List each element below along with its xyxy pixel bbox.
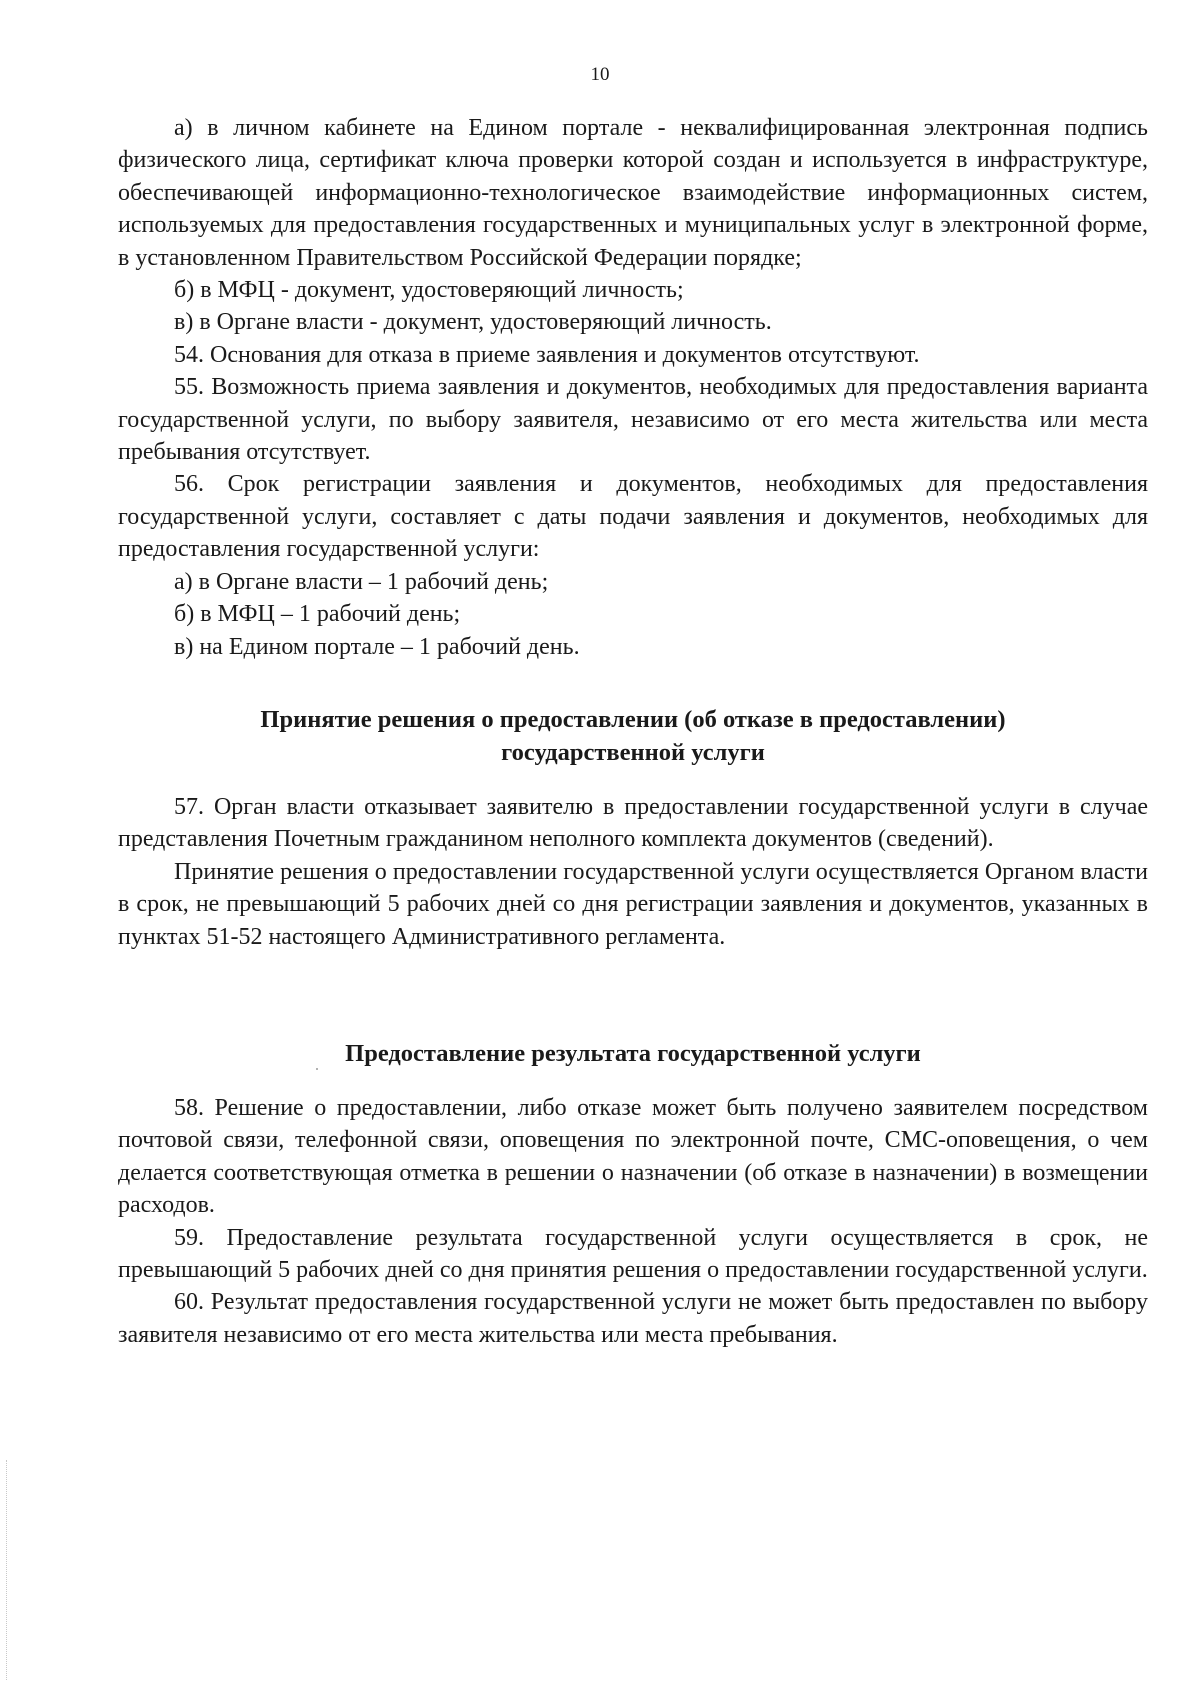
paragraph-60: 60. Результат предоставления государственной услуги не может быть предоставлен по выбору заявителя независимо от его места жительства или места пребывания. (118, 1289, 1148, 1348)
paragraph-57: 57. Орган власти отказывает заявителю в предоставлении государственной услуги в случае представления Почетным гражданином неполного комплекта документов (сведений). (118, 793, 1148, 853)
scan-speck (316, 1068, 318, 1070)
paragraph-56: 56. Срок регистрации заявления и документов, необходимых для предоставления государственной услуги, составляет с даты подачи заявления и документов, необходимых для предоставления государственной услуги: (118, 471, 1148, 563)
document-body (118, 112, 1148, 1351)
section-heading-decision (118, 703, 1148, 769)
paragraph-54: 54. Основания для отказа в приеме заявления и документов отсутствуют. (174, 341, 920, 368)
section-spacer (118, 1070, 1148, 1092)
paragraph-56-portal: в) на Едином портале – 1 рабочий день. (174, 633, 580, 660)
page-number: 10 (590, 64, 610, 85)
section-spacer (118, 953, 1148, 1037)
paragraph-56-authority: а) в Органе власти – 1 рабочий день; (174, 568, 549, 595)
paragraph-58: 58. Решение о предоставлении, либо отказе может быть получено заявителем посредством почтовой связи, телефонной связи, оповещения по электронной почте, СМС-оповещения, о чем делается соответствующая отметка в решении о назначении (об отказе в назначении) в возмещении расходов. (118, 1094, 1148, 1219)
paragraph-59: 59. Предоставление результата государственной услуги осуществляется в срок, не превышающий 5 рабочих дней со дня принятия решения о предоставлении государственной услуги. (118, 1224, 1148, 1283)
section-heading-decision-line-2: государственной услуги (501, 738, 765, 766)
paragraph-55: 55. Возможность приема заявления и документов, необходимых для предоставления варианта государственной услуги, по выбору заявителя, независимо от его места жительства или места пребывания отсутствует. (118, 374, 1148, 466)
section-heading-result: Предоставление результата государственной услуги (345, 1039, 921, 1067)
scan-edge-mark (6, 1460, 8, 1680)
paragraph-signature-portal: а) в личном кабинете на Едином портале - неквалифицированная электронная подпись физического лица, сертификат ключа проверки которой создан и используется в инфраструктуре, обеспечивающей информационно-технологическое взаимодействие информационных систем, используемых для предоставления государственных и муниципальных услуг в электронной форме, в установленном Правительством Российской Федерации порядке; (118, 115, 1148, 271)
section-heading-decision-line-1: Принятие решения о предоставлении (об отказе в предоставлении) (260, 705, 1006, 733)
paragraph-signature-mfc: б) в МФЦ - документ, удостоверяющий личность; (174, 277, 684, 304)
section-spacer (118, 663, 1148, 703)
paragraph-56-mfc: б) в МФЦ – 1 рабочий день; (174, 601, 461, 628)
paragraph-decision-term: Принятие решения о предоставлении государственной услуги осуществляется Органом власти в срок, не превышающий 5 рабочих дней со дня регистрации заявления и документов, указанных в пунктах 51-52 настоящего Административного регламента. (118, 858, 1148, 950)
section-spacer (118, 769, 1148, 791)
paragraph-signature-authority: в) в Органе власти - документ, удостоверяющий личность. (174, 309, 772, 336)
